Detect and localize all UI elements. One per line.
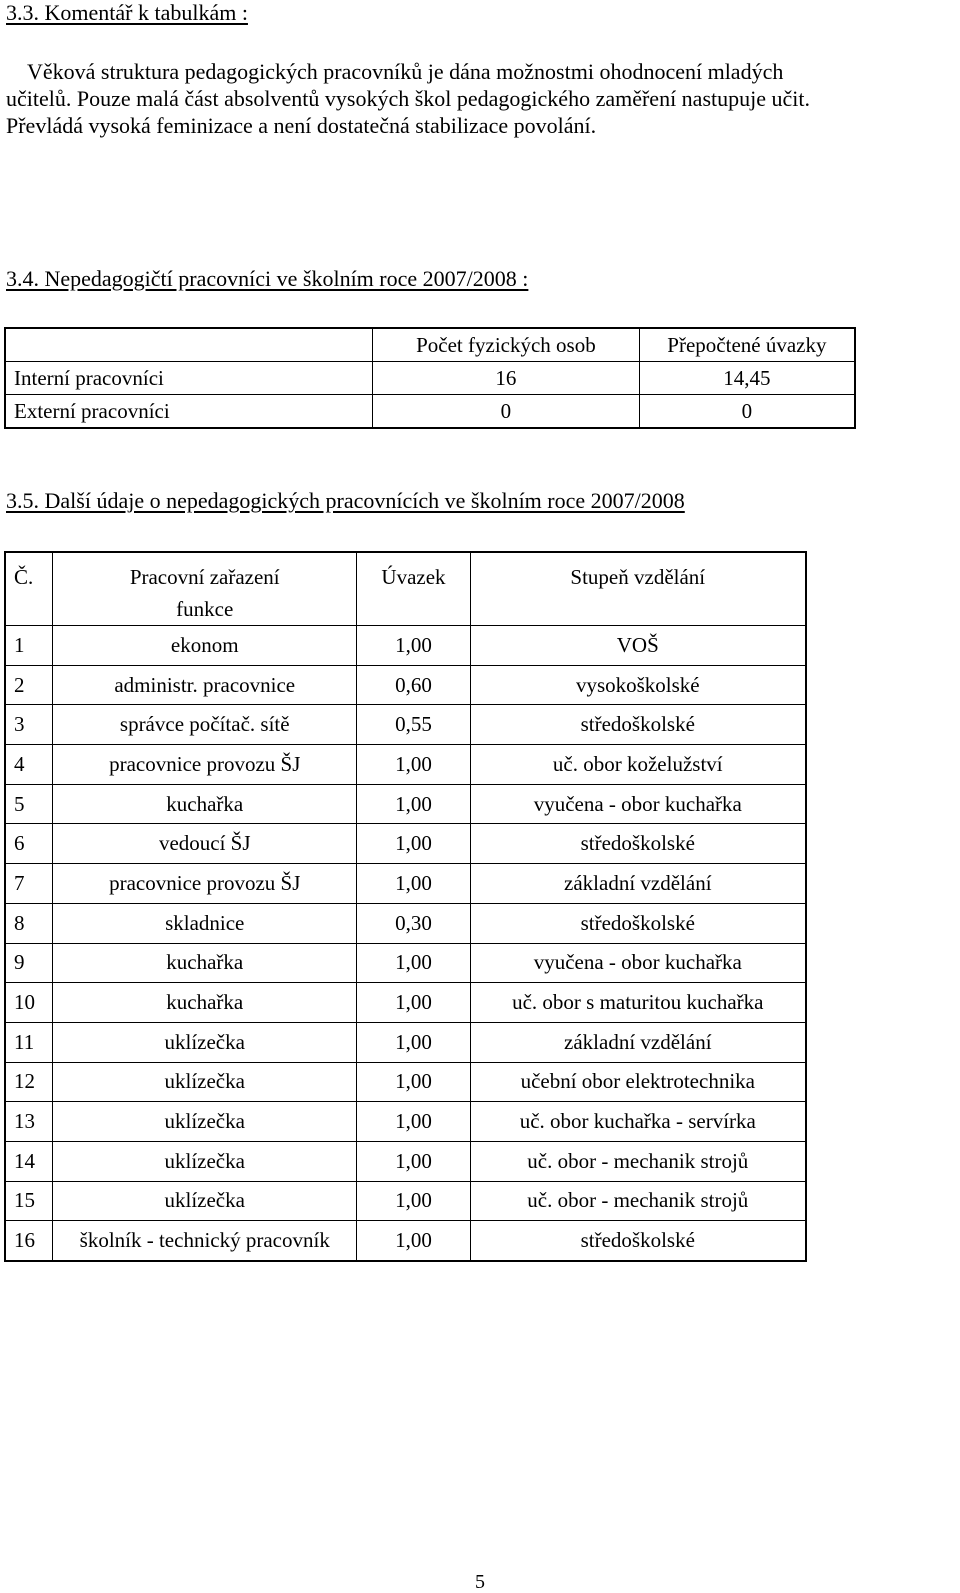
header-position-line1: Pracovní zařazení bbox=[129, 565, 280, 589]
section-3-5-heading: 3.5. Další údaje o nepedagogických pracovnících ve školním roce 2007/2008 bbox=[6, 488, 685, 513]
table-cell: 14,45 bbox=[639, 362, 855, 395]
table-row bbox=[5, 983, 806, 1023]
table-row bbox=[5, 1141, 806, 1181]
table-cell: 0 bbox=[373, 395, 640, 429]
table-cell: základní vzdělání bbox=[470, 864, 806, 904]
table-cell: 0,55 bbox=[357, 705, 470, 745]
paragraph-line: učitelů. Pouze malá část absolventů vysokých škol pedagogického zaměření nastupuje učit. bbox=[6, 86, 810, 111]
table-cell: 1,00 bbox=[357, 626, 470, 666]
section-3-4-heading: 3.4. Nepedagogičtí pracovníci ve školním roce 2007/2008 : bbox=[6, 266, 529, 291]
table-header-cell: Úvazek bbox=[357, 552, 470, 626]
table-cell: 8 bbox=[5, 903, 53, 943]
table-cell: 0,60 bbox=[357, 665, 470, 705]
table-row bbox=[5, 1181, 806, 1221]
table-cell: 1,00 bbox=[357, 1022, 470, 1062]
table-cell: středoškolské bbox=[470, 824, 806, 864]
table-cell: 1 bbox=[5, 626, 53, 666]
table-row bbox=[5, 705, 806, 745]
table-cell: vysokoškolské bbox=[470, 665, 806, 705]
table-cell: vyučena - obor kuchařka bbox=[470, 943, 806, 983]
table-cell: 9 bbox=[5, 943, 53, 983]
table-cell: 6 bbox=[5, 824, 53, 864]
table-row bbox=[5, 362, 855, 395]
table-row bbox=[5, 903, 806, 943]
section-3-3-paragraph bbox=[6, 58, 936, 139]
table-cell: středoškolské bbox=[470, 705, 806, 745]
table-cell: 2 bbox=[5, 665, 53, 705]
table-cell: uklízečka bbox=[53, 1141, 357, 1181]
table-cell: Interní pracovníci bbox=[5, 362, 373, 395]
table-cell: 1,00 bbox=[357, 1062, 470, 1102]
table-row bbox=[5, 784, 806, 824]
table-cell: správce počítač. sítě bbox=[53, 705, 357, 745]
table-cell: 1,00 bbox=[357, 943, 470, 983]
table-cell: 1,00 bbox=[357, 784, 470, 824]
paragraph-line: Převládá vysoká feminizace a není dostatečná stabilizace povolání. bbox=[6, 113, 597, 138]
paragraph-line: Věková struktura pedagogických pracovníků je dána možnostmi ohodnocení mladých bbox=[27, 59, 784, 84]
table-row bbox=[5, 943, 806, 983]
table-cell: vedoucí ŠJ bbox=[53, 824, 357, 864]
table-row bbox=[5, 1022, 806, 1062]
table-cell: 1,00 bbox=[357, 1181, 470, 1221]
table-cell: 0 bbox=[639, 395, 855, 429]
table-cell: školník - technický pracovník bbox=[53, 1221, 357, 1261]
table-header-cell: Přepočtené úvazky bbox=[639, 328, 855, 362]
table-cell: 4 bbox=[5, 745, 53, 785]
table-cell: pracovnice provozu ŠJ bbox=[53, 745, 357, 785]
table-cell: 14 bbox=[5, 1141, 53, 1181]
table-cell: vyučena - obor kuchařka bbox=[470, 784, 806, 824]
staff-detail-table-body bbox=[5, 552, 806, 1261]
table-cell: VOŠ bbox=[470, 626, 806, 666]
table-cell: pracovnice provozu ŠJ bbox=[53, 864, 357, 904]
table-cell: 15 bbox=[5, 1181, 53, 1221]
table-cell: Externí pracovníci bbox=[5, 395, 373, 429]
table-row bbox=[5, 1062, 806, 1102]
header-position-line2: funkce bbox=[176, 597, 234, 621]
table-cell: uč. obor koželužství bbox=[470, 745, 806, 785]
section-3-3-heading: 3.3. Komentář k tabulkám : bbox=[6, 0, 248, 25]
table-cell: učební obor elektrotechnika bbox=[470, 1062, 806, 1102]
table-row bbox=[5, 395, 855, 429]
table-cell: 7 bbox=[5, 864, 53, 904]
page-number: 5 bbox=[475, 1571, 485, 1593]
table-cell: 3 bbox=[5, 705, 53, 745]
table-row bbox=[5, 1102, 806, 1142]
table-cell: kuchařka bbox=[53, 943, 357, 983]
table-cell: ekonom bbox=[53, 626, 357, 666]
table-header-cell bbox=[5, 328, 373, 362]
table-cell: 11 bbox=[5, 1022, 53, 1062]
table-cell: 1,00 bbox=[357, 745, 470, 785]
table-cell: 1,00 bbox=[357, 1102, 470, 1142]
table-cell: uč. obor - mechanik strojů bbox=[470, 1141, 806, 1181]
table-cell: uč. obor s maturitou kuchařka bbox=[470, 983, 806, 1023]
table-cell: uklízečka bbox=[53, 1022, 357, 1062]
table-row bbox=[5, 1221, 806, 1261]
table-header-cell bbox=[53, 552, 357, 626]
table-cell: kuchařka bbox=[53, 784, 357, 824]
table-header-row bbox=[5, 328, 855, 362]
table-cell: středoškolské bbox=[470, 903, 806, 943]
table-cell: 12 bbox=[5, 1062, 53, 1102]
table-cell: 1,00 bbox=[357, 1221, 470, 1261]
table-cell: 1,00 bbox=[357, 864, 470, 904]
table-row bbox=[5, 626, 806, 666]
table-cell: 16 bbox=[373, 362, 640, 395]
table-cell: 1,00 bbox=[357, 824, 470, 864]
table-cell: kuchařka bbox=[53, 983, 357, 1023]
table-header-row bbox=[5, 552, 806, 626]
staff-count-table bbox=[4, 327, 856, 429]
table-cell: administr. pracovnice bbox=[53, 665, 357, 705]
table-header-cell: Č. bbox=[5, 552, 53, 626]
table-cell: uč. obor - mechanik strojů bbox=[470, 1181, 806, 1221]
table-cell: 16 bbox=[5, 1221, 53, 1261]
table-cell: 10 bbox=[5, 983, 53, 1023]
table-cell: skladnice bbox=[53, 903, 357, 943]
table-header-cell: Počet fyzických osob bbox=[373, 328, 640, 362]
table-row bbox=[5, 824, 806, 864]
table-cell: středoškolské bbox=[470, 1221, 806, 1261]
table-cell: uklízečka bbox=[53, 1102, 357, 1142]
table-cell: 0,30 bbox=[357, 903, 470, 943]
table-row bbox=[5, 665, 806, 705]
table-cell: 1,00 bbox=[357, 983, 470, 1023]
table-row bbox=[5, 864, 806, 904]
table-cell: základní vzdělání bbox=[470, 1022, 806, 1062]
table-cell: uklízečka bbox=[53, 1181, 357, 1221]
table-row bbox=[5, 745, 806, 785]
table-header-cell: Stupeň vzdělání bbox=[470, 552, 806, 626]
staff-detail-table bbox=[4, 551, 807, 1262]
table-cell: uklízečka bbox=[53, 1062, 357, 1102]
table-cell: 1,00 bbox=[357, 1141, 470, 1181]
table-cell: 13 bbox=[5, 1102, 53, 1142]
table-cell: 5 bbox=[5, 784, 53, 824]
table-cell: uč. obor kuchařka - servírka bbox=[470, 1102, 806, 1142]
